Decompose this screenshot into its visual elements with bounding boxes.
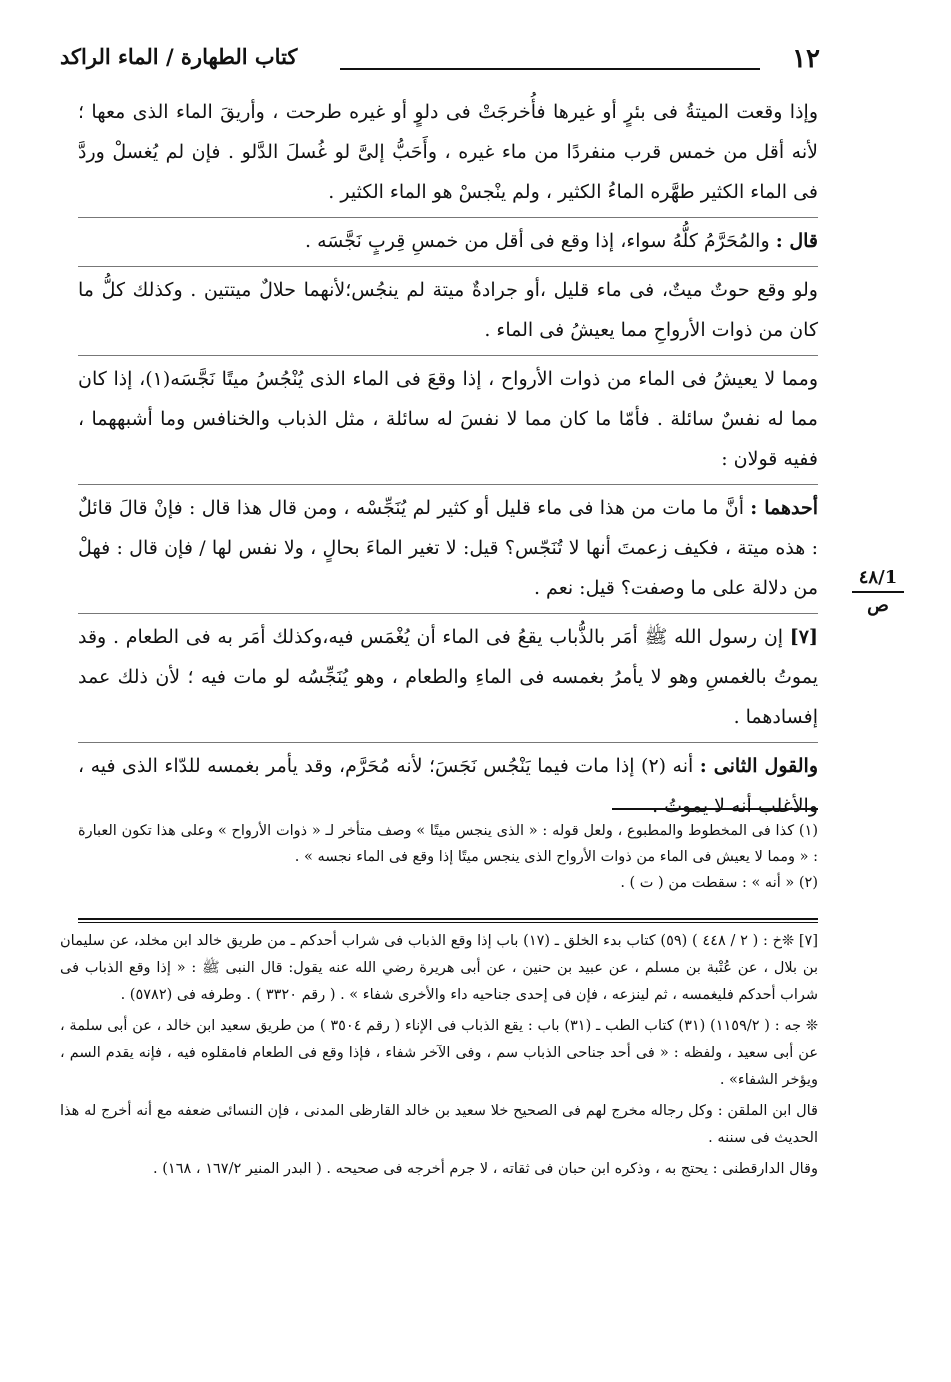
paragraph-text: إن رسول الله ﷺ أمَر بالذُّباب يقعُ فى الماء أن يُغْمَس فيه،وكذلك أمَر به فى الطعام . وقد يموتُ بالغمسِ وهو لا يأمرُ بغمسه فى الماءِ والطعام ، وهو يُنَجِّسُه لو مات فيه ؛ لأن ذلك عمد إفسادهما . (78, 626, 818, 728)
source-note: ❊ جه : ( ١١٥٩/٢) (٣١) كتاب الطب ـ (٣١) باب : يقع الذباب فى الإناء ( رقم ٣٥٠٤ ) من طريق سعيد ابن خالد ، عن أبى سلمة ، عن أبى سعيد ، ولفظه : « فى أحد جناحى الذباب سم ، وفى الآخر شفاء ، فإذا وقع فى الطعام فامقلوه فيه ، فإنه يقدم السم ، ويؤخر الشفاء» . (60, 1018, 818, 1088)
body-paragraph (78, 92, 818, 212)
body-paragraph (78, 484, 818, 608)
sources-rule-thick (78, 918, 818, 920)
source-note: قال ابن الملقن : وكل رجاله مخرج لهم فى الصحيح خلا سعيد بن خالد القارظى المدنى ، فإن النسائى ضعفه مع أنه أخرج له هذا الحديث فى سننه . (60, 1103, 818, 1146)
paragraph-text: أنَّ ما مات من هذا فى ماء قليل أو كثير لم يُنَجِّسْه ، ومن قال هذا قال : فإنْ قالَ قائلٌ : هذه ميتة ، فكيف زعمتَ أنها لا تُنَجّس؟ قيل: لا تغير الماءَ بحالٍ ، ولا نفس لها / فإن قال : فهلْ من دلالة على ما وصفت؟ قيل: نعم . (78, 497, 818, 599)
paragraph-text: وإذا وقعت الميتةُ فى بئرٍ أو غيرها فأُخرجَتْ فى دلوٍ أو غيره طرحت ، وأريقَ الماء الذى معها ؛ لأنه أقل من خمس قرب منفردًا من ماء غيره ، وأَحَبُّ إلىَّ لو غُسلَ الدَّلو . فإن لم يُغسلْ وردَّ فى الماء الكثير طهَّره الماءُ الكثير ، ولم ينْجسْ هو الماء الكثير . (78, 101, 818, 203)
body-paragraph (78, 355, 818, 479)
page-number: ١٢ (792, 44, 820, 74)
sources-rule-thin (78, 922, 818, 923)
footnote-rule (612, 808, 818, 810)
footnote-2: (٢) « أنه » : سقطت من ( ت ) . (620, 875, 818, 891)
paragraph-lead: قال : (775, 230, 818, 252)
header-rule (340, 68, 760, 70)
footnotes (78, 818, 818, 896)
paragraph-lead: أحدهما : (750, 497, 818, 519)
body-paragraph (78, 742, 818, 826)
footnote-1: (١) كذا فى المخطوط والمطبوع ، ولعل قوله : « الذى ينجس ميتًا » وصف متأخر لـ « ذوات الأرواح » وعلى هذا تكون العبارة : « ومما لا يعيش فى الماء من ذوات الأرواح الذى ينجس ميتًا إذا وقع فى الماء نجسه » . (78, 823, 818, 865)
paragraph-text: والمُحَرَّمُ كلُّهُ سواء، إذا وقع فى أقل من خمسِ قِربٍ نَجَّسَه . (305, 230, 770, 252)
paragraph-text: ومما لا يعيشُ فى الماء من ذوات الأرواح ، إذا وقعَ فى الماء الذى يُنْجُسُ ميتًا نَجَّسَه(١)، إذا كان مما له نفسٌ سائلة . فأمّا ما كان مما لا نفسَ له سائلة ، مثل الذباب والخنافس وما أشبههما ، ففيه قولان : (78, 368, 818, 470)
paragraph-text: أنه (٢) إذا مات فيما يَنْجُس نَجَسَ؛ لأنه مُحَرَّم، وقد يأمر بغمسه للدّاء الذى فيه ، والأغلب أنه لا يموتُ . (78, 755, 818, 817)
paragraph-lead: والقول الثانى : (699, 755, 818, 777)
margin-note-bottom: ص (867, 595, 889, 616)
page-header (60, 38, 820, 88)
body-paragraph (78, 613, 818, 737)
paragraph-lead: [٧] (789, 626, 818, 648)
margin-note-top: 1/٤٨ (858, 567, 898, 588)
main-text (78, 92, 818, 831)
margin-page-reference (848, 568, 908, 616)
paragraph-text: ولو وقع حوتٌ ميتٌ، فى ماء قليل ،أو جرادةٌ ميتة لم ينجُس؛لأنهما حلالٌ ميتتين . وكذلك كلُّ ما كان من ذوات الأرواحِ مما يعيشُ فى الماء . (78, 279, 818, 341)
running-title: كتاب الطهارة / الماء الراكد (60, 44, 298, 69)
hadith-sources (60, 928, 818, 1187)
source-note: [٧] ❊خ : ( ٢ / ٤٤٨ ) (٥٩) كتاب بدء الخلق ـ (١٧) باب إذا وقع الذباب فى شراب أحدكم ـ من طريق خالد ابن مخلد، عن سليمان بن بلال ، عن عُتْبة بن مسلم ، عن عبيد بن حنين ، عن أبى هريرة رضي الله عنه يقول: قال النبى ﷺ : « إذا وقع الذباب فى شراب أحدكم فليغمسه ، ثم لينزعه ، فإن فى إحدى جناحيه داء والأخرى شفاء » . ( رقم ٣٣٢٠ ) . وطرفه فى (٥٧٨٢) . (60, 933, 818, 1003)
body-paragraph (78, 266, 818, 350)
margin-note-divider (852, 591, 904, 593)
source-note: وقال الدارقطنى : يحتج به ، وذكره ابن حبان فى ثقاته ، لا جرم أخرجه فى صحيحه . ( البدر المنير ١٦٧/٢ ، ١٦٨) . (153, 1161, 818, 1177)
body-paragraph (78, 217, 818, 261)
